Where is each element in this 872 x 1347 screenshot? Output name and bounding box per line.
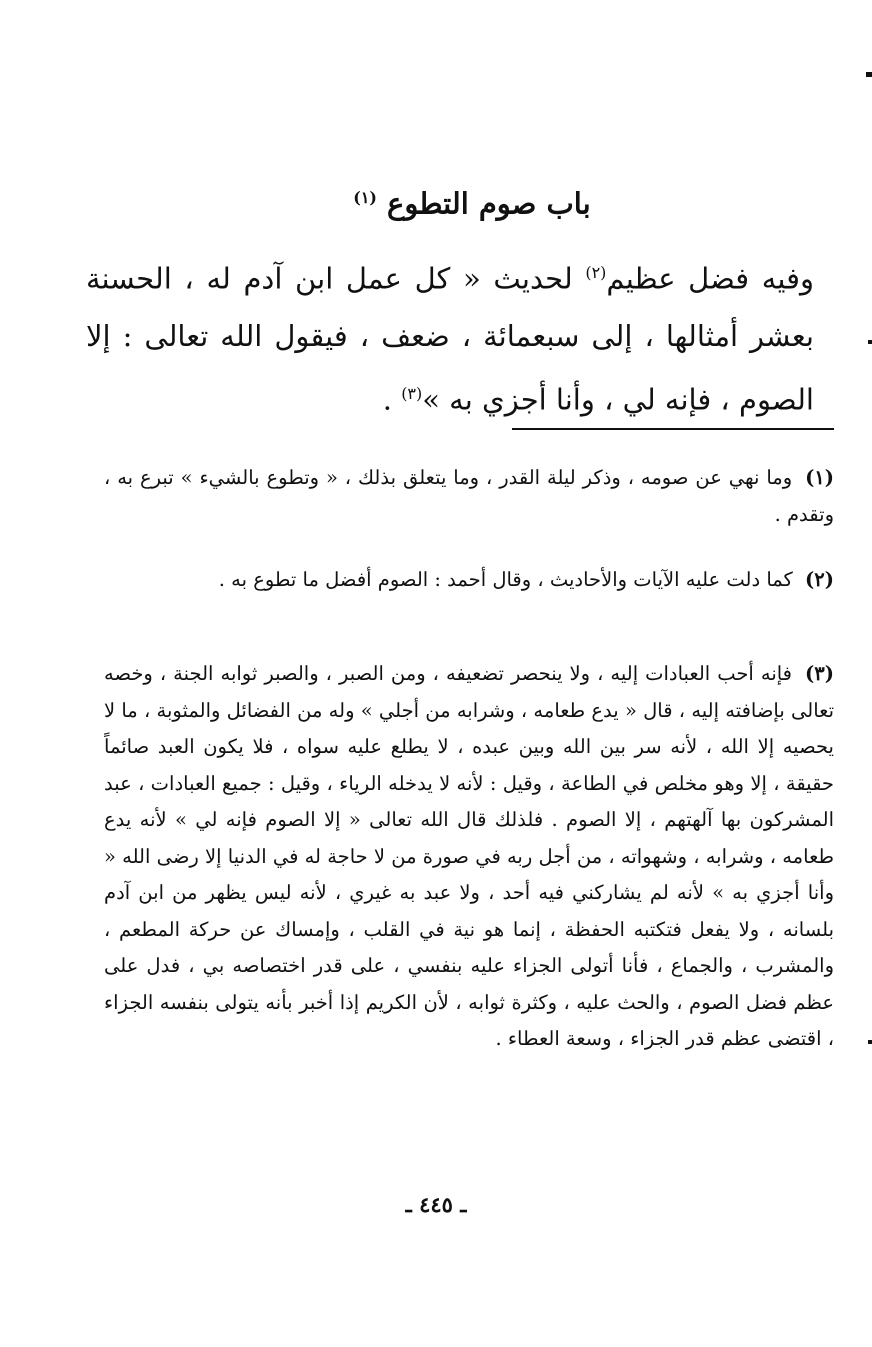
footnote-text: فإنه أحب العبادات إليه ، ولا ينحصر تضعيفه ، ومن الصبر ، والصبر ثوابه الجنة ، وخصه تعالى بإضافته إليه ، قال « يدع طعامه ، وشرابه من أجلي » وله من الفضائل والمثوبة ، ما لا يحصيه إلا الله ، لأنه سر بين الله وبين عبده ، لا يطلع عليه سواه ، فلا يكون العبد صائماً حقيقة ، إلا وهو مخلص في الطاعة ، وقيل : لأنه لا يدخله الرياء ، وقيل : جميع العبادات ، عبد المشركون بها آلهتهم ، إلا الصوم . فلذلك قال الله تعالى « إلا الصوم فإنه لي » لأنه يدع طعامه ، وشرابه ، وشهواته ، من أجل ربه في صورة من لا حاجة له في الدنيا إلا رضى الله « وأنا أجزي به » لأنه لم يشاركني فيه أحد ، ولا عبد به غيري ، لأنه ليس يظهر من ابن آدم بلسانه ، ولا يفعل فتكتبه الحفظة ، إنما هو نية في القلب ، وإمساك عن حركة المطعم ، والمشرب ، والجماع ، فأنا أتولى الجزاء عليه بنفسي ، على قدر اختصاصه بي ، فدل على عظم فضل الصوم ، والحث عليه ، وكثرة ثوابه ، لأن الكريم إذا أخبر بأنه يتولى بنفسه الجزاء ، اقتضى عظم قدر الجزاء ، وسعة العطاء .: [104, 662, 834, 1050]
chapter-title-text: باب صوم التطوع: [387, 186, 591, 221]
scan-edge-mark: [868, 340, 872, 344]
footnote: [104, 460, 834, 533]
chapter-title: [110, 178, 834, 224]
footnote-ref: (٢): [585, 263, 607, 282]
footnote-ref: (٣): [401, 383, 423, 403]
footnote: [104, 656, 834, 1058]
footnote-text: وما نهي عن صومه ، وذكر ليلة القدر ، وما يتعلق بذلك ، « وتطوع بالشيء » تبرع به ، وتقدم .: [104, 466, 834, 526]
footnote-text: كما دلت عليه الآيات والأحاديث ، وقال أحمد : الصوم أفضل ما تطوع به .: [218, 568, 793, 591]
footnote-separator: [512, 428, 834, 430]
main-text: [86, 244, 814, 428]
footnote-number: (١): [805, 466, 835, 489]
footnote-number: (٣): [805, 662, 834, 685]
page-number: ـ ٤٤٥ ـ: [405, 1192, 467, 1217]
footnote: [104, 562, 834, 599]
main-text-part: وفيه فضل عظيم: [606, 261, 814, 296]
main-text-part: .: [382, 382, 402, 417]
scan-edge-mark: [866, 72, 872, 77]
footnote-ref: (١): [353, 188, 377, 207]
footnote-number: (٢): [805, 568, 834, 591]
main-text-part: لحديث « كل عمل ابن آدم له ، الحسنة بعشر أمثالها ، إلى سبعمائة ، ضعف ، فيقول الله تعالى : إلا الصوم ، فإنه لي ، وأنا أجزي به »: [86, 261, 814, 417]
scan-edge-mark: [868, 1040, 872, 1044]
